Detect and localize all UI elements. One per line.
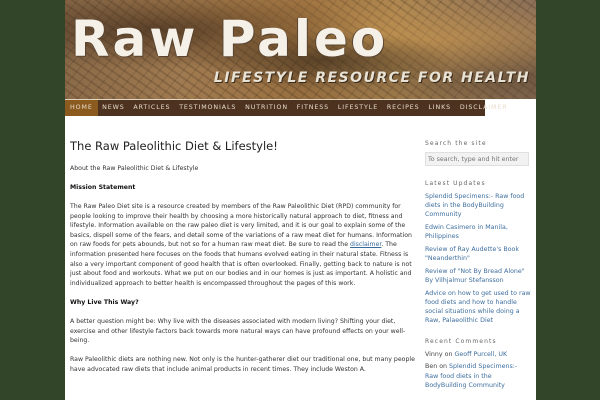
list-item [425, 192, 531, 220]
recent-comments-title: Recent Comments [425, 337, 497, 345]
why-heading: Why Live This Way? [70, 298, 139, 306]
comment-on: on [442, 350, 455, 358]
recent-comments-widget [425, 338, 531, 390]
comment-post-link[interactable]: Geoff Purcell, UK [454, 350, 508, 358]
comment-post-link[interactable]: Splendid Specimens:- Raw food diets in the BodyBuilding Community [425, 363, 518, 389]
disclaimer-link[interactable]: disclaimer [350, 241, 382, 249]
nav-item-news[interactable]: NEWS [102, 104, 125, 111]
nav-item-disclaimer[interactable]: DISCLAIMER [459, 104, 508, 111]
list-item [425, 223, 531, 241]
comment-author: Vinny [425, 350, 443, 358]
site-title[interactable]: Raw Paleo [71, 10, 389, 68]
latest-updates-title: Latest Updates [425, 180, 486, 187]
nav-item-lifestyle[interactable]: LIFESTYLE [337, 104, 379, 111]
nav-item-home[interactable]: HOME [65, 100, 98, 116]
site-header-banner[interactable] [65, 0, 536, 99]
sidebar [425, 140, 531, 400]
search-widget-title: Search the site [425, 140, 487, 147]
why-paragraph: A better question might be: Why live with the diseases associated with modern living? Shifting your diet, exercise and other lifestyle factors back towards more natural ways can have profound effects on your well-being. [70, 317, 406, 345]
nav-item-testimonials[interactable]: TESTIMONIALS [179, 104, 237, 111]
latest-update-link[interactable]: Splendid Specimens:- Raw food diets in the BodyBuilding Community [425, 193, 525, 219]
mission-text-part1: The Raw Paleo Diet site is a resource created by members of the Raw Paleolithic Diet (RPD) community for people looking to improve their health by choosing a more historically natural approach to diet, fitness and lifestyle. Information available on the raw paleo diet is very limited, and it is our goal to explain some of the basics, dispell some of the fears, and detail some of the variations of a raw meat diet for humans. Information on raw foods for pets abounds, but not so for a human raw meat diet. Be sure to read the [70, 202, 412, 249]
comment-item [425, 362, 531, 390]
mission-paragraph [70, 202, 415, 288]
latest-updates-widget [425, 180, 531, 326]
search-widget [425, 140, 531, 166]
main-navigation [65, 99, 508, 116]
list-item [425, 289, 531, 326]
nav-item-nutrition[interactable]: NUTRITION [245, 104, 288, 111]
comment-item [425, 350, 531, 359]
latest-update-link[interactable]: Review of "Not By Bread Alone" By Vilhjalmur Stefansson [425, 267, 525, 285]
page-subtitle: About the Raw Paleolithic Diet & Lifestyle [70, 164, 199, 172]
comment-author: Ben [425, 363, 438, 371]
nav-item-fitness[interactable]: FITNESS [296, 104, 330, 111]
latest-update-link[interactable]: Review of Ray Audette's Book "Neanderthin" [425, 246, 520, 263]
latest-update-link[interactable]: Advice on how to get used to raw food diets and how to handle social situations while doing a Raw, Palaeolithic Diet [425, 289, 531, 325]
page-container [65, 0, 536, 400]
main-content [70, 140, 415, 384]
nav-item-recipes[interactable]: RECIPES [386, 104, 420, 111]
mission-heading: Mission Statement [70, 183, 136, 191]
site-tagline: LIFESTYLE RESOURCE FOR HEALTH [213, 70, 530, 86]
list-item [425, 267, 531, 285]
comment-on: on [437, 363, 450, 371]
list-item [425, 245, 531, 263]
mission-text-part2: . The information presented here focuses on the foods that humans evolved eating in their natural state. Fitness is also a very important component of good health that is often overlooked. Finally, getting back to nature is not just about food and workouts. What we put on our bodies and in our homes is just as important. A holistic and individualized approach to better health is encompassed throughout the pages of this work. [70, 241, 412, 287]
nav-item-articles[interactable]: ARTICLES [133, 104, 171, 111]
history-paragraph: Raw Paleolithic diets are nothing new. Not only is the hunter-gatherer diet our traditional one, but many people have advocated raw diets that include animal products in recent times. They include Weston A. [70, 356, 415, 373]
search-input[interactable] [425, 152, 529, 166]
latest-update-link[interactable]: Edwin Casimero in Manila, Philippines [425, 224, 508, 241]
nav-item-links[interactable]: LINKS [428, 104, 452, 111]
page-title: The Raw Paleolithic Diet & Lifestyle! [70, 139, 278, 153]
